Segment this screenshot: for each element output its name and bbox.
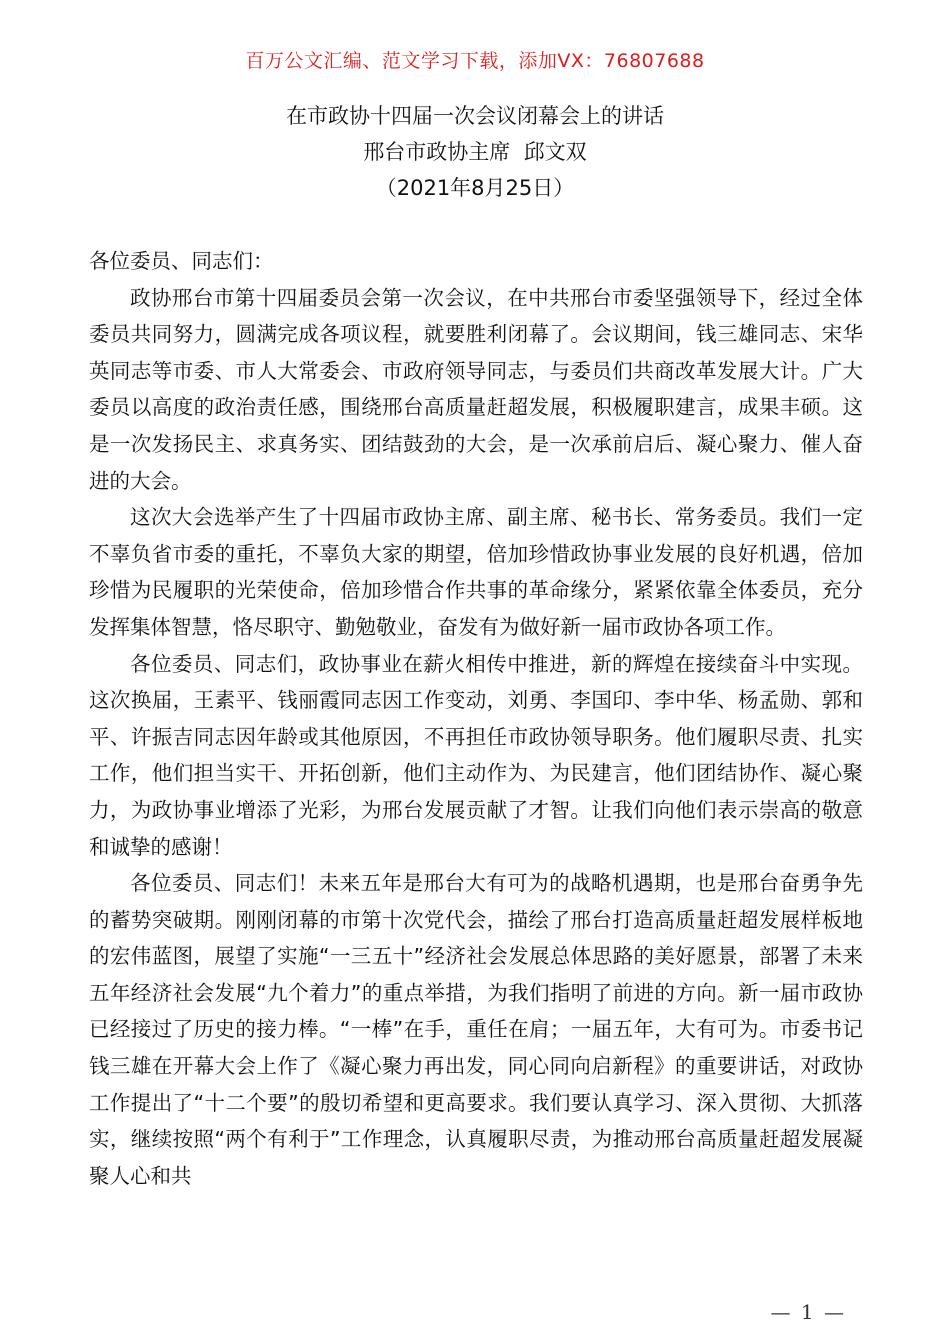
speech-title: 在市政协十四届一次会议闭幕会上的讲话 <box>286 104 664 128</box>
page-number: — 1 — <box>770 1300 846 1324</box>
paragraph-3: 各位委员、同志们，政协事业在薪火相传中推进，新的辉煌在接续奋斗中实现。这次换届，王素平、钱丽霞同志因工作变动，刘勇、李国印、李中华、杨孟勋、郭和平、许振吉同志因年龄或其他原因，不再担任市政协领导职务。他们履职尽责、扎实工作，他们担当实干、开拓创新，他们主动作为、为民建言，他们团结协作、凝心聚力，为政协事业增添了光彩，为邢台发展贡献了才智。让我们向他们表示崇高的敬意和诚挚的感谢！ <box>89 651 863 859</box>
promo-banner: 百万公文汇编、范文学习下载，添加VX：76807688 <box>245 50 705 72</box>
speech-date: （2021年8月25日） <box>375 176 575 200</box>
speech-header <box>0 98 950 206</box>
paragraph-4: 各位委员、同志们！未来五年是邢台大有可为的战略机遇期，也是邢台奋勇争先的蓄势突破期。刚刚闭幕的市第十次党代会，描绘了邢台打造高质量赶超发展样板地的宏伟蓝图，展望了实施“一三五十”经济社会发展总体思路的美好愿景，部署了未来五年经济社会发展“九个着力”的重点举措，为我们指明了前进的方向。新一届市政协已经接过了历史的接力棒。“一棒”在手，重任在肩；一届五年，大有可为。市委书记钱三雄在开幕大会上作了《凝心聚力再出发，同心同向启新程》的重要讲话，对政协工作提出了“十二个要”的殷切希望和更高要求。我们要认真学习、深入贯彻、大抓落实，继续按照“两个有利于”工作理念，认真履职尽责，为推动邢台高质量赶超发展凝聚人心和共 <box>89 871 863 1188</box>
speaker-line: 邢台市政协主席 邱文双 <box>363 140 587 164</box>
speech-body <box>89 243 863 1194</box>
salutation: 各位委员、同志们： <box>89 249 274 273</box>
paragraph-2: 这次大会选举产生了十四届市政协主席、副主席、秘书长、常务委员。我们一定不辜负省市委的重托，不辜负大家的期望，倍加珍惜政协事业发展的良好机遇，倍加珍惜为民履职的光荣使命，倍加珍惜合作共事的革命缘分，紧紧依靠全体委员，充分发挥集体智慧，恪尽职守、勤勉敬业，奋发有为做好新一届市政协各项工作。 <box>89 505 863 639</box>
paragraph-1: 政协邢台市第十四届委员会第一次会议，在中共邢台市委坚强领导下，经过全体委员共同努力，圆满完成各项议程，就要胜利闭幕了。会议期间，钱三雄同志、宋华英同志等市委、市人大常委会、市政府领导同志，与委员们共商改革发展大计。广大委员以高度的政治责任感，围绕邢台高质量赶超发展，积极履职建言，成果丰硕。这是一次发扬民主、求真务实、团结鼓劲的大会，是一次承前启后、凝心聚力、催人奋进的大会。 <box>89 285 863 493</box>
